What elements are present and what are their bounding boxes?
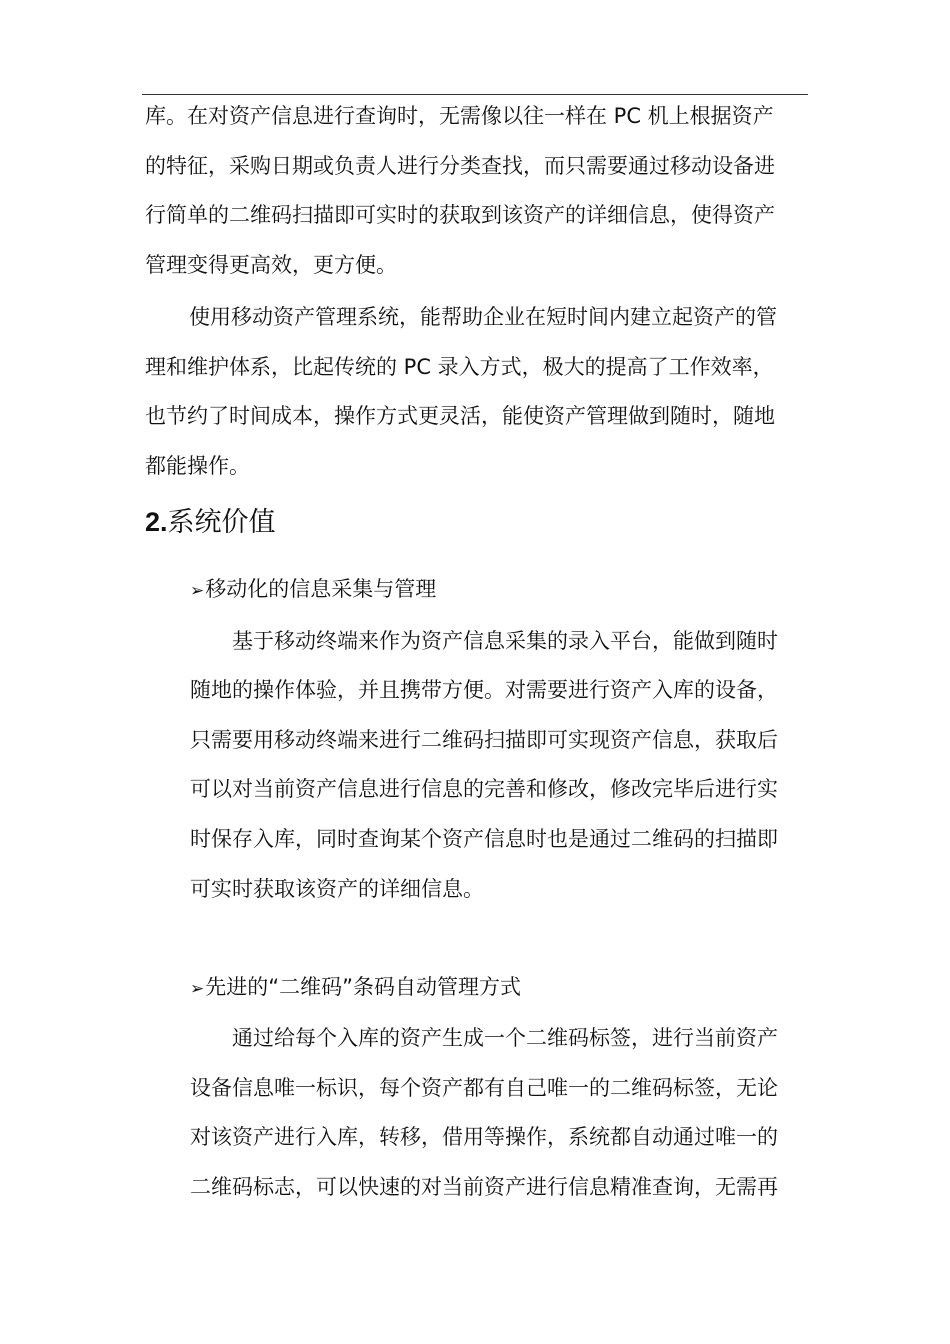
paragraph-1-line-1: 库。在对资产信息进行查询时，无需像以往一样在 PC 机上根据资产 <box>145 104 774 128</box>
item-2-heading-text: 先进的“二维码”条码自动管理方式 <box>205 975 522 999</box>
paragraph-2-line-3: 也节约了时间成本，操作方式更灵活，能使资产管理做到随时，随地 <box>145 404 775 428</box>
paragraph-2-line-4: 都能操作。 <box>145 454 250 478</box>
section-heading <box>145 502 276 543</box>
item-1-heading <box>190 574 436 606</box>
section-title: 系统价值 <box>167 507 276 538</box>
item-2-line-2: 设备信息唯一标识，每个资产都有自己唯一的二维码标签，无论 <box>190 1076 778 1100</box>
paragraph-1-line-2: 的特征，采购日期或负责人进行分类查找，而只需要通过移动设备进 <box>145 154 775 178</box>
item-1-line-2: 随地的操作体验，并且携带方便。对需要进行资产入库的设备， <box>190 678 778 702</box>
item-1-line-6: 可实时获取该资产的详细信息。 <box>190 877 484 901</box>
item-1-line-4: 可以对当前资产信息进行信息的完善和修改，修改完毕后进行实 <box>190 777 778 801</box>
arrow-bullet-icon: ➢ <box>190 581 205 601</box>
header-rule <box>142 94 808 95</box>
paragraph-2-line-1: 使用移动资产管理系统，能帮助企业在短时间内建立起资产的管 <box>189 305 777 329</box>
item-1-heading-text: 移动化的信息采集与管理 <box>205 577 437 601</box>
item-2-line-3: 对该资产进行入库，转移，借用等操作，系统都自动通过唯一的 <box>190 1125 778 1149</box>
item-2-heading <box>190 972 521 1004</box>
item-1-line-5: 时保存入库，同时查询某个资产信息时也是通过二维码的扫描即 <box>190 827 778 851</box>
item-2-line-1: 通过给每个入库的资产生成一个二维码标签，进行当前资产 <box>232 1026 778 1050</box>
paragraph-1-line-4: 管理变得更高效，更方便。 <box>145 253 397 277</box>
section-number: 2. <box>145 507 168 537</box>
item-1-line-1: 基于移动终端来作为资产信息采集的录入平台，能做到随时 <box>232 629 778 653</box>
paragraph-1-line-3: 行简单的二维码扫描即可实时的获取到该资产的详细信息，使得资产 <box>145 203 775 227</box>
item-2-line-4: 二维码标志，可以快速的对当前资产进行信息精准查询，无需再 <box>190 1175 778 1199</box>
paragraph-2-line-2: 理和维护体系，比起传统的 PC 录入方式，极大的提高了工作效率， <box>145 355 774 379</box>
arrow-bullet-icon: ➢ <box>190 979 205 999</box>
item-1-line-3: 只需要用移动终端来进行二维码扫描即可实现资产信息，获取后 <box>190 728 778 752</box>
